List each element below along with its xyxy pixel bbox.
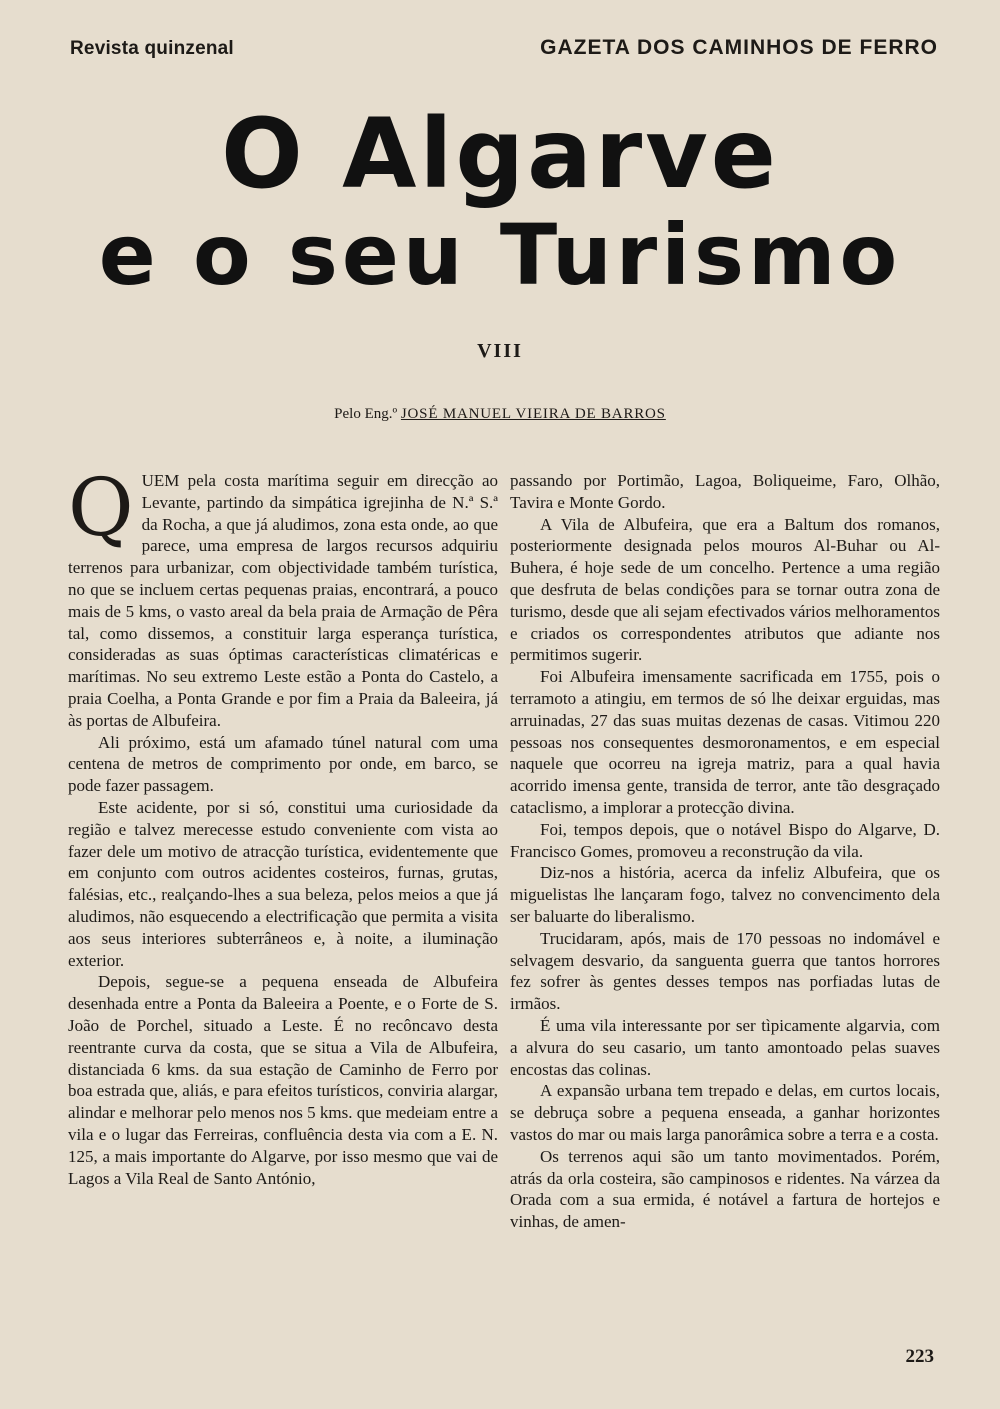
paragraph: passando por Portimão, Lagoa, Boliqueime, Faro, Olhão, Tavira e Monte Gordo. [510,471,940,512]
article-column-left [68,461,498,1189]
byline-prefix: Pelo Eng.º [334,406,398,422]
byline [0,406,1000,423]
paragraph: Os terrenos aqui são um tanto movimentados. Porém, atrás da orla costeira, são campinosos e ridentes. Na várzea da Orada com a sua ermida, é notável a fartura de hortejos e vinhas, de amen- [510,1146,940,1232]
paragraph: Trucidaram, após, mais de 170 pessoas no indomável e selvagem desvario, da sanguenta guerra que tantos horrores fez sofrer às gentes desses tempos nas porfiadas lutas de irmãos. [510,928,940,1014]
paragraph: A Vila de Albufeira, que era a Baltum dos romanos, posteriormente designada pelos mouros Al-Buhar ou Al-Buhera, é hoje sede de um concelho. Pertence a uma região que desfruta de belas condições para se tornar outra zona de turismo, desde que ali sejam efectivados vários melhoramentos e criados os correspondentes atributos que adiante nos permitimos sugerir. [510,514,940,665]
paragraph: Foi, tempos depois, que o notável Bispo do Algarve, D. Francisco Gomes, promoveu a reconstrução da vila. [510,819,940,861]
paragraph: Este acidente, por si só, constitui uma curiosidade da região e talvez merecesse estudo conveniente com vista ao fazer dele um motivo de atracção turística, evidentemente que em conjunto com outros acidentes costeiros, furnas, grutas, falésias, etc., realçando-lhes a sua beleza, pelos meios a que já aludimos, não esquecendo a electrificação que permita a visita aos seus interiores subterrâneos e, à noite, a iluminação exterior. [68,797,498,970]
paragraph: É uma vila interessante por ser tìpicamente algarvia, com a alvura do seu casario, um tanto amontoado pelas suaves encostas das colinas. [510,1015,940,1079]
drop-cap: Q [68,461,134,554]
page-number: 223 [905,1346,934,1367]
section-number: VIII [477,340,523,362]
paragraph [68,461,498,732]
paragraph: Depois, segue-se a pequena enseada de Albufeira desenhada entre a Ponta da Baleeira a Poente, e o Forte de S. João de Porchel, situado a Leste. É no recôncavo desta reentrante curva da costa, que se situa a Vila de Albufeira, distanciada 6 kms. da sua estação de Caminho de Ferro por boa estrada que, aliás, e para efeitos turísticos, conviria alargar, alindar e melhorar pelo menos nos 5 kms. que medeiam entre a vila e o lugar das Ferreiras, confluência desta via com a E. N. 125, a mais importante do Algarve, por isso mesmo que vai de Lagos a Vila Real de Santo António, [68,972,498,1188]
byline-author: JOSÉ MANUEL VIEIRA DE BARROS [400,406,666,422]
paragraph-text: UEM pela costa marítima seguir em direcção ao Levante, partindo da simpática igrejinha de N.ª S.ª da Rocha, a que já aludimos, zona esta onde, ao que parece, uma empresa de largos recursos adquiriu terrenos para urbanizar, com objectividade também turística, no que se incluem certas pequenas praias, encontrará, a pouco mais de 5 kms, o vasto areal da bela praia de Armação de Pêra tal, como dissemos, a constituir larga esperança turística, consideradas as suas óptimas características climatéricas e marítimas. No seu extremo Leste estão a Ponta do Castelo, a praia Coelha, a Ponta Grande e por fim a Praia da Baleeira, já às portas de Albufeira. [68,471,498,730]
article-title-line-1: O Algarve [221,98,779,210]
paragraph: Foi Albufeira imensamente sacrificada em 1755, pois o terramoto a atingiu, em termos de só lhe deixar erguidas, mas arruinadas, 27 das suas muitas dezenas de casas. Vitimou 220 pessoas nos consequentes desmoronamentos, e em especial naquele que ocorreu na igreja matriz, para a qual havia acorrido imensa gente, transida de terror, ante tão desgraçado cataclismo, a implorar a protecção divina. [510,667,940,817]
header-publication-title: GAZETA DOS CAMINHOS DE FERRO [540,36,938,59]
article-title-line-2: e o seu Turismo [98,206,902,304]
article-column-right [510,470,940,1233]
header-publication-frequency: Revista quinzenal [70,38,234,59]
paragraph: A expansão urbana tem trepado e delas, em curtos locais, se debruça sobre a pequena enseada, a ganhar horizontes vastos do mar ou mais larga panorâmica sobre a terra e a costa. [510,1081,940,1144]
paragraph: Diz-nos a história, acerca da infeliz Albufeira, que os miguelistas lhe lançaram fogo, talvez no convencimento dela ser baluarte do liberalismo. [510,863,940,926]
paragraph: Ali próximo, está um afamado túnel natural com uma centena de metros de comprimento por onde, em barco, se pode fazer passagem. [68,732,498,796]
